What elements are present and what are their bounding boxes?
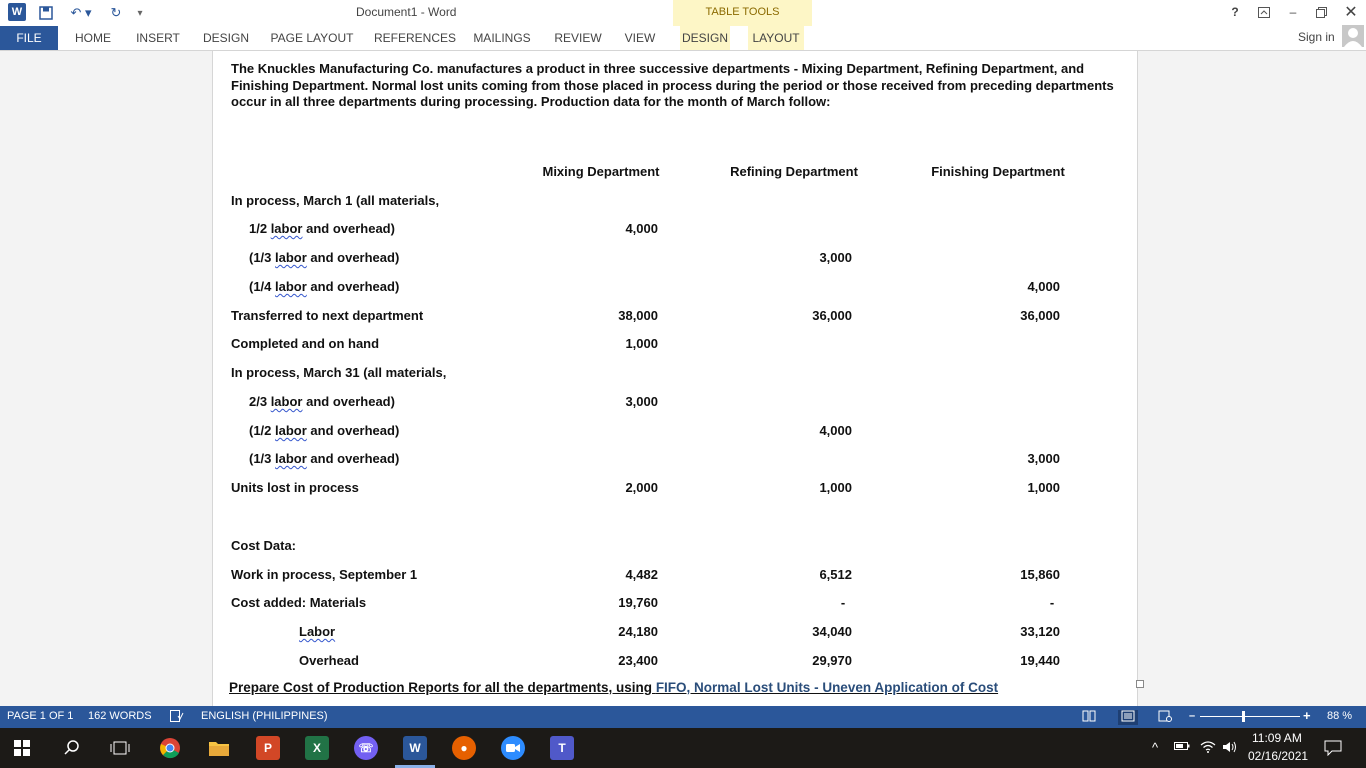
row-label-transferred: Transferred to next department <box>231 308 424 323</box>
tab-mailings[interactable]: MAILINGS <box>473 31 531 45</box>
taskbar <box>0 728 1366 768</box>
zoom-app-icon[interactable] <box>501 736 525 760</box>
cell-mixing: 19,760 <box>618 595 658 610</box>
customize-toolbar-icon[interactable]: ▾ <box>137 7 143 19</box>
save-icon[interactable] <box>36 3 56 23</box>
cell-finishing: 4,000 <box>1027 279 1060 294</box>
cell-mixing: 23,400 <box>618 653 658 668</box>
user-avatar-icon[interactable] <box>1342 25 1364 47</box>
zoom-level[interactable]: 88 % <box>1327 710 1353 722</box>
row-label-materials: Cost added: Materials <box>231 595 367 610</box>
row-label-in-process-march1: In process, March 1 (all materials, <box>231 193 440 208</box>
col-header-finishing: Finishing Department <box>931 164 1065 179</box>
row-label-half-labor-end: (1/2 labor and overhead) <box>249 423 400 438</box>
help-button[interactable]: ? <box>1231 5 1239 19</box>
read-mode-icon[interactable] <box>1082 710 1096 725</box>
row-label-labor: Labor <box>299 624 336 639</box>
sign-in-link[interactable]: Sign in <box>1298 30 1335 44</box>
zoom-out-button[interactable]: – <box>1189 710 1196 722</box>
cell-refining: 6,512 <box>819 567 852 582</box>
cell-finishing: 1,000 <box>1027 480 1060 495</box>
teams-icon[interactable]: T <box>550 736 574 760</box>
cell-finishing: 36,000 <box>1020 308 1060 323</box>
instruction-link[interactable]: FIFO, Normal Lost Units - Uneven Application of Cost <box>655 680 999 695</box>
tab-view[interactable]: VIEW <box>624 31 656 45</box>
powerpoint-icon[interactable]: P <box>256 736 280 760</box>
chrome-icon[interactable] <box>158 736 182 760</box>
close-icon[interactable]: ✕ <box>1344 4 1358 21</box>
restore-icon[interactable] <box>1308 2 1334 22</box>
row-label-work-in-process: Work in process, September 1 <box>231 567 418 582</box>
zoom-slider-thumb[interactable] <box>1242 711 1245 722</box>
instruction-line: Prepare Cost of Production Reports for all the departments, using FIFO, Normal Lost Units - Uneven Application of Cost <box>229 680 999 695</box>
task-view-icon[interactable] <box>108 736 132 760</box>
cell-refining: 3,000 <box>819 250 852 265</box>
intro-paragraph: The Knuckles Manufacturing Co. manufactures a product in three successive departments - Mixing Department, Refining Department, and Finishing Department. Normal lost units coming from those placed in process during the period or those received from preceding departments occur in all three departments during processing. Production data for the month of March follow: <box>231 61 1114 109</box>
zoom-in-button[interactable]: + <box>1303 708 1311 723</box>
print-layout-icon[interactable] <box>1118 710 1138 725</box>
windows-start-icon[interactable] <box>10 736 34 760</box>
tab-review[interactable]: REVIEW <box>554 31 602 45</box>
word-count[interactable]: 162 WORDS <box>88 710 152 722</box>
table-resize-handle[interactable] <box>1136 680 1144 688</box>
cell-mixing: 2,000 <box>625 480 658 495</box>
minimize-icon[interactable]: – <box>1289 5 1297 19</box>
word-taskbar-icon[interactable]: W <box>403 736 427 760</box>
cell-refining: 1,000 <box>819 480 852 495</box>
col-header-mixing: Mixing Department <box>542 164 660 179</box>
cell-finishing: - <box>1049 595 1055 610</box>
tab-file[interactable]: FILE <box>0 26 58 50</box>
cell-refining: 36,000 <box>812 308 852 323</box>
row-label-in-process-march31: In process, March 31 (all materials, <box>231 365 447 380</box>
excel-icon[interactable]: X <box>305 736 329 760</box>
row-label-overhead: Overhead <box>299 653 359 668</box>
cell-refining: 29,970 <box>812 653 852 668</box>
table-tools-label: TABLE TOOLS <box>705 6 780 18</box>
firefox-icon[interactable]: ● <box>452 736 476 760</box>
cell-finishing: 3,000 <box>1027 451 1060 466</box>
web-layout-icon[interactable] <box>1158 710 1172 725</box>
clock-date[interactable]: 02/16/2021 <box>1248 749 1309 763</box>
viber-icon[interactable]: ☏ <box>354 736 378 760</box>
search-icon[interactable] <box>60 736 84 760</box>
notifications-icon[interactable] <box>1324 740 1342 759</box>
row-label-quarter-labor: (1/4 labor and overhead) <box>249 279 400 294</box>
row-label-third-labor: (1/3 labor and overhead) <box>249 250 400 265</box>
wifi-icon[interactable] <box>1200 740 1216 757</box>
cost-data-heading: Cost Data: <box>231 538 297 553</box>
language-indicator[interactable]: ENGLISH (PHILIPPINES) <box>201 710 328 722</box>
row-label-units-lost: Units lost in process <box>231 480 359 495</box>
cell-finishing: 15,860 <box>1020 567 1060 582</box>
tab-design[interactable]: DESIGN <box>202 31 249 45</box>
undo-icon[interactable]: ↶ ▾ <box>70 5 92 20</box>
cell-refining: 4,000 <box>819 423 852 438</box>
row-label-third-labor-end: (1/3 labor and overhead) <box>249 451 400 466</box>
cell-finishing: 19,440 <box>1020 653 1060 668</box>
show-hidden-icons[interactable]: ^ <box>1152 740 1159 755</box>
cell-mixing: 4,000 <box>625 221 658 236</box>
proofing-icon[interactable] <box>170 710 184 725</box>
window-title: Document1 - Word <box>356 5 457 19</box>
tab-page-layout[interactable]: PAGE LAYOUT <box>270 31 354 45</box>
tab-references[interactable]: REFERENCES <box>374 31 457 45</box>
zoom-slider-track[interactable] <box>1200 716 1300 717</box>
tab-home[interactable]: HOME <box>75 31 111 45</box>
word-app-icon: W <box>8 3 26 21</box>
cell-mixing: 4,482 <box>625 567 658 582</box>
tab-table-layout[interactable]: LAYOUT <box>748 26 804 50</box>
col-header-refining: Refining Department <box>730 164 858 179</box>
file-explorer-icon[interactable] <box>207 736 231 760</box>
cell-mixing: 3,000 <box>625 394 658 409</box>
row-label-completed-on-hand: Completed and on hand <box>231 336 380 351</box>
cell-mixing: 1,000 <box>625 336 658 351</box>
cell-refining: 34,040 <box>812 624 852 639</box>
cell-refining: - <box>840 595 846 610</box>
cell-mixing: 24,180 <box>618 624 658 639</box>
battery-icon[interactable] <box>1174 740 1190 755</box>
clock-time[interactable]: 11:09 AM <box>1252 731 1302 745</box>
tab-insert[interactable]: INSERT <box>136 31 180 45</box>
ribbon-display-options-icon[interactable] <box>1251 2 1277 22</box>
row-label-two-thirds-labor: 2/3 labor and overhead) <box>249 394 395 409</box>
page-count[interactable]: PAGE 1 OF 1 <box>7 710 74 722</box>
tab-table-design[interactable]: DESIGN <box>680 26 730 50</box>
volume-icon[interactable] <box>1222 740 1238 757</box>
row-label-half-labor: 1/2 labor and overhead) <box>249 221 395 236</box>
redo-icon[interactable]: ↻ <box>110 5 122 20</box>
cell-mixing: 38,000 <box>618 308 658 323</box>
cell-finishing: 33,120 <box>1020 624 1060 639</box>
